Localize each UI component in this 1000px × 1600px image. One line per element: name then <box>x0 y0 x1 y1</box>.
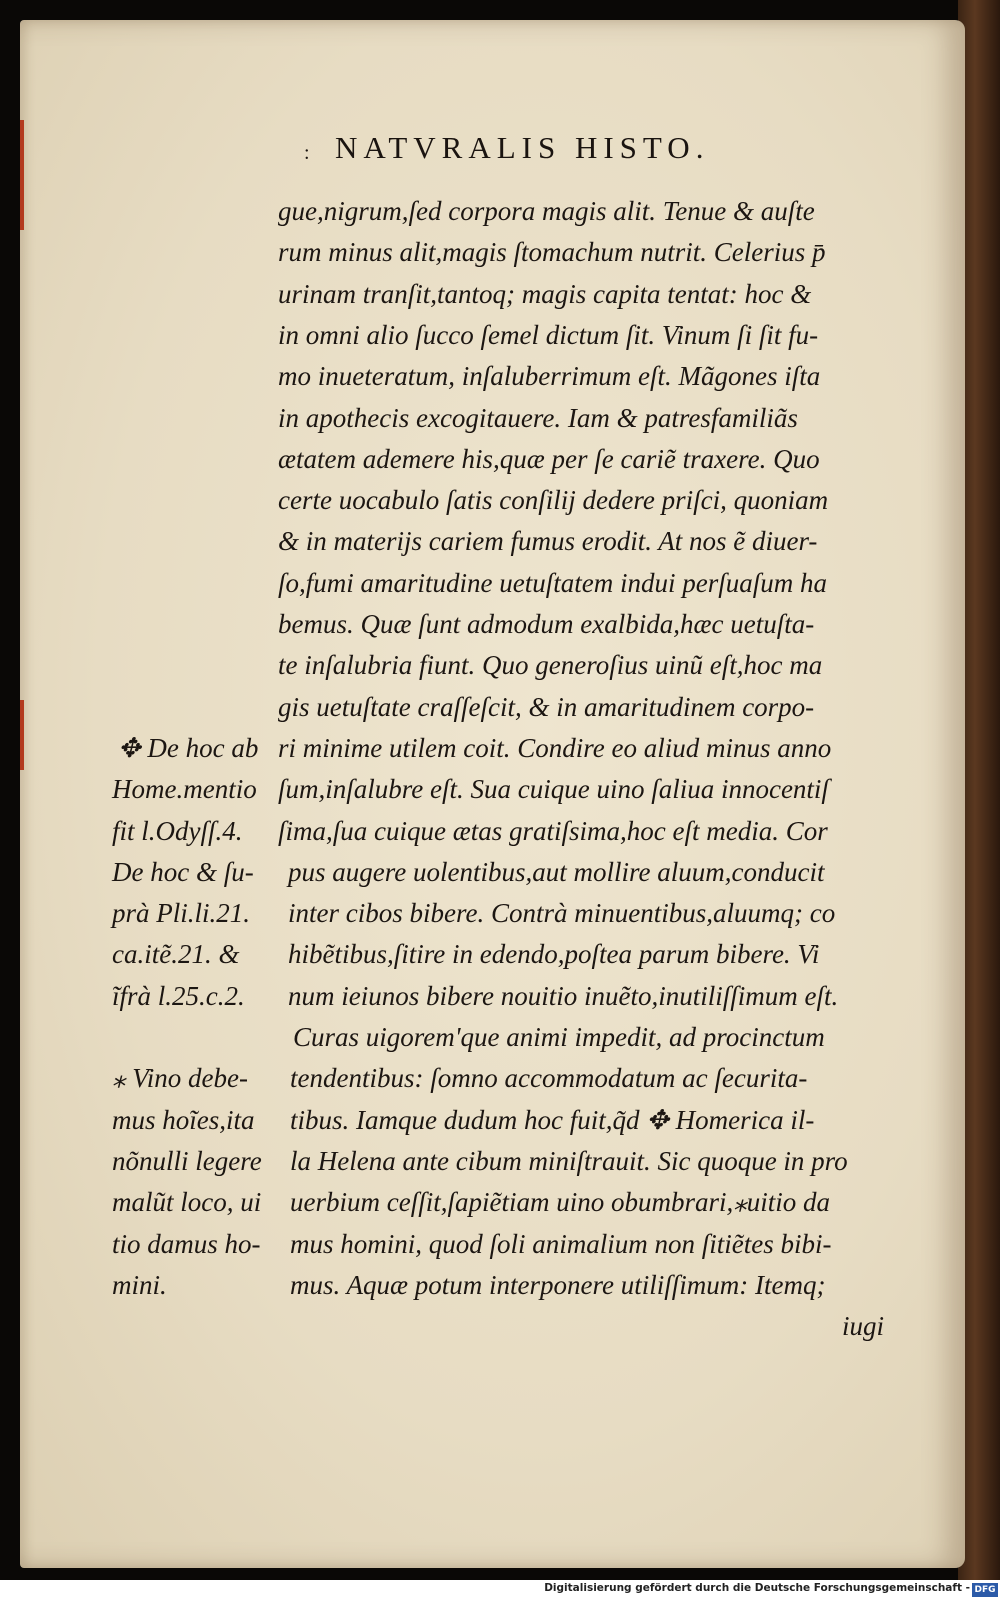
text-line: tendentibus: ſomno accommodatum ac ſecurita- <box>290 1063 808 1094</box>
running-head-title: NATVRALIS HISTO. <box>335 130 710 165</box>
text-line: num ieiunos bibere nouitio inuẽto,inutiliſſimum eſt. <box>288 980 839 1011</box>
margin-note-line: fit l.Odyſſ.4. <box>112 815 243 846</box>
margin-note-line: ca.itẽ.21. & <box>112 939 240 970</box>
text-line: ſima,ſua cuique ætas gratiſsima,hoc eſt media. Cor <box>278 815 828 846</box>
page-edge-mark <box>20 700 24 770</box>
footer-credit: Digitalisierung gefördert durch die Deutsche Forschungsgemeinschaft - <box>544 1582 970 1594</box>
dfg-logo: DFG <box>972 1583 998 1597</box>
text-line: uerbium ceſſit,ſapiẽtiam uino obumbrari,⁎uitio da <box>290 1187 830 1218</box>
text-line: Curas uigorem'que animi impedit, ad procinctum <box>293 1022 825 1052</box>
text-line: mo inueteratum, inſaluberrimum eſt. Mãgones iſta <box>278 361 821 392</box>
margin-note-line: De hoc & ſu- <box>112 856 254 887</box>
text-line: ſo,fumi amaritudine uetuſtatem indui perſuaſum ha <box>278 567 827 598</box>
margin-note-line: ⁎ Vino debe- <box>112 1063 248 1094</box>
margin-note-line: tio damus ho- <box>112 1228 261 1259</box>
text-line: la Helena ante cibum miniſtrauit. Sic quoque in pro <box>290 1145 848 1176</box>
margin-note-line: mini. <box>112 1269 167 1300</box>
margin-note-line: prà Pli.li.21. <box>112 898 251 929</box>
footer-bar <box>0 1580 1000 1600</box>
text-line: bemus. Quæ ſunt admodum exalbida,hæc uetuſta- <box>278 609 815 639</box>
text-line: ſum,inſalubre eſt. Sua cuique uino ſaliua innocentiſ <box>278 774 829 805</box>
text-line: tibus. Iamque dudum hoc fuit,q̃d ✥ Homerica il- <box>290 1104 815 1135</box>
text-line: in apothecis excogitauere. Iam & patresfamiliãs <box>278 402 798 433</box>
text-line: ætatem ademere his,quæ per ſe cariẽ traxere. Quo <box>278 443 820 474</box>
text-line: gue,nigrum,ſed corpora magis alit. Tenue & auſte <box>278 196 815 226</box>
text-line: in omni alio ſucco ſemel dictum ſit. Vinum ſi ſit fu- <box>278 319 819 350</box>
text-line: te inſalubria fiunt. Quo generoſius uinũ eſt,hoc ma <box>278 650 823 681</box>
margin-note-line: ✥ De hoc ab <box>118 732 259 763</box>
header-mark: : <box>304 142 316 164</box>
margin-note-line: nõnulli legere <box>112 1145 262 1176</box>
text-line: certe uocabulo ſatis conſilij dedere priſci, quoniam <box>278 485 829 516</box>
text-line: gis uetuſtate craſſeſcit, & in amaritudinem corpo- <box>278 691 815 722</box>
margin-note-line: malũt loco, ui <box>112 1187 262 1218</box>
margin-note-line: ĩfrà l.25.c.2. <box>112 980 245 1011</box>
text-line: rum minus alit,magis ſtomachum nutrit. Celerius p̄ <box>278 237 826 268</box>
text-line: mus homini, quod ſoli animalium non ſitiẽtes bibi- <box>290 1228 832 1259</box>
text-line: pus augere uolentibus,aut mollire aluum,conducit <box>288 856 825 887</box>
text-line: ri minime utilem coit. Condire eo aliud minus anno <box>278 732 832 763</box>
text-line: inter cibos bibere. Contrà minuentibus,aluumq; co <box>288 898 836 929</box>
text-line: hibẽtibus,ſitire in edendo,poſtea parum bibere. Vi <box>288 939 820 970</box>
margin-note-line: Home.mentio <box>112 774 257 805</box>
text-line: urinam tranſit,tantoq; magis capita tentat: hoc & <box>278 278 812 309</box>
margin-note-line: mus hoĩes,ita <box>112 1104 255 1135</box>
text-line: mus. Aquæ potum interponere utiliſſimum: Itemq; <box>290 1269 826 1300</box>
page-edge-mark <box>20 120 24 230</box>
text-line: iugi <box>842 1311 885 1342</box>
text-line: & in materijs cariem fumus erodit. At nos ẽ diuer- <box>278 526 818 557</box>
